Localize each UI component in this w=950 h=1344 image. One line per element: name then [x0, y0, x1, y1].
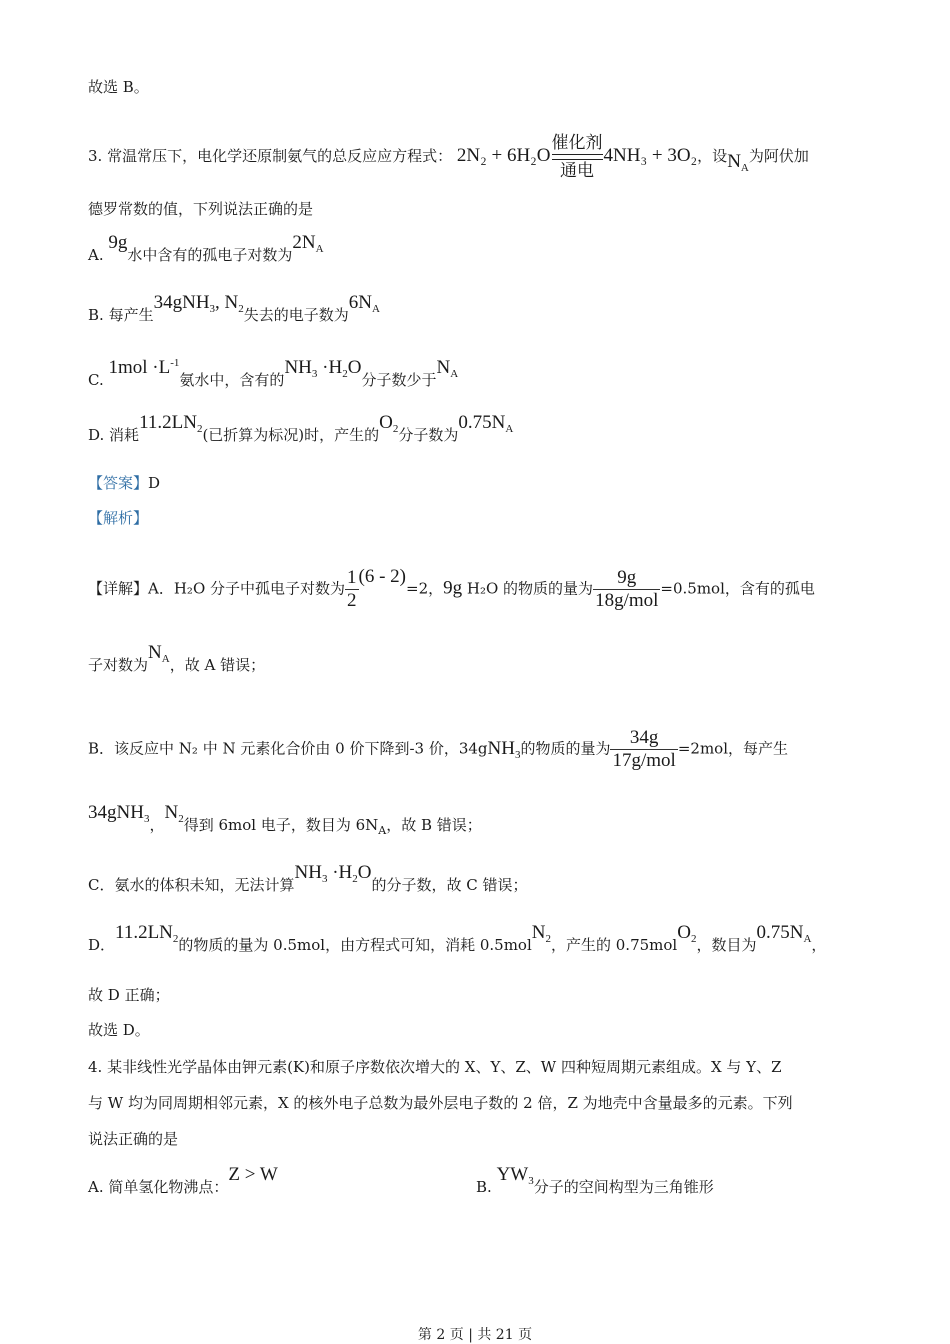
answer-line: [88, 473, 160, 493]
comparison-z-w: Z > W: [228, 1164, 278, 1185]
answer-label: 【答案】: [88, 474, 149, 492]
q3-option-d: D. 消耗$11.2LN_2$(已折算为标况)时，产生的$O_2$分子数为$0.75N_A$: [88, 412, 514, 444]
q4-option-a: A. 简单氢化物沸点：Z > W: [88, 1164, 278, 1196]
q3-option-c: C. $1mol \cdot L^{-1}$氨水中，含有的$NH_3 \cdot H_2O$分子数少于$N_A$: [88, 357, 459, 389]
q3-option-b: B. 每产生34gNH$_3$, $N_2$失去的电子数为$6N_A$: [88, 292, 380, 324]
value-6na: $6N_A$: [348, 292, 380, 315]
q3-option-a: A. 9g水中含有的孤电子对数为$2N_A$: [88, 232, 324, 264]
q3-stem-text-c: 为阿伏加: [748, 147, 809, 165]
fraction-34g-17: $\frac{34g}{\text{17g/mol}}$: [612, 727, 676, 771]
equals-bar: [552, 154, 603, 160]
volume-n2: $11.2LN_2$: [115, 922, 179, 945]
q3-number: 3.: [88, 147, 103, 165]
detail-a-line2: 子对数为$N_A$，故 A 错误；: [88, 642, 266, 674]
q3-stem-line2: 德罗常数的值，下列说法正确的是: [88, 200, 314, 218]
equation-right: 4NH₃ + 3O₂: [603, 145, 698, 166]
reaction-arrow: [552, 133, 603, 181]
formula-yw3: $YW_3$: [496, 1164, 534, 1187]
q4-stem-line1: 4. 某非线性光学晶体由钾元素(K)和原子序数依次增大的 X、Y、Z、W 四种短周期元素组成。X 与 Y、Z: [88, 1058, 782, 1076]
detail-label: 【详解】: [88, 579, 149, 598]
formula-n2: $N_2$: [531, 922, 551, 945]
option-d-text: (已折算为标况)时，产生的: [202, 426, 380, 444]
q3-stem-line1: [88, 133, 809, 181]
q4-stem-line3: 说法正确的是: [88, 1130, 179, 1148]
value-075na: $0.75N_A$: [458, 412, 514, 435]
fraction-one-half: $\frac{1}{2}$: [347, 567, 357, 611]
formula-34gnh3: 34gNH$_3$: [88, 802, 150, 825]
formula-o2: $O_2$: [677, 922, 697, 945]
concentration: $1mol \cdot L^{-1}$: [108, 357, 180, 378]
footer-separator: |: [468, 1327, 473, 1343]
detail-c-line: C．氨水的体积未知，无法计算$NH_3 \cdot H_2O$的分子数，故 C 错误；: [88, 862, 528, 894]
paren-expression: (6 - 2): [358, 565, 406, 587]
na-symbol: $N_A$: [727, 151, 749, 174]
prev-conclusion: 故选 B。: [88, 78, 149, 96]
detail-b-line1: B．该反应中 N₂ 中 N 元素化合价由 0 价下降到-3 价，34gNH$_3$的物质的量为 $\frac{34g}{\text{17g/mol}}$ =2mol，每产生: [88, 727, 788, 771]
q4-stem-line2: 与 W 均为同周期相邻元素，X 的核外电子总数为最外层电子数的 2 倍，Z 为地壳中含量最多的元素。下列: [88, 1094, 793, 1112]
condition-catalyst: 催化剂: [551, 133, 603, 153]
detail-b-line2: 34gNH$_3$，$N_2$得到 6mol 电子，数目为 $6N_A$，故 B 错误；: [88, 802, 482, 837]
q3-stem-text: 常温常压下，电化学还原制氨气的总反应应方程式：: [107, 147, 453, 165]
q4-option-b: B. $YW_3$分子的空间构型为三角锥形: [476, 1164, 714, 1196]
formula-n2: $N_2$: [164, 802, 184, 825]
option-b-text: 失去的电子数为: [243, 306, 349, 324]
q3-stem-text-b: ，设: [697, 147, 728, 165]
answer-value: D: [148, 474, 161, 492]
page-total: 共 21 页: [477, 1327, 533, 1343]
formula-nh3-h2o: $NH_3 \cdot H_2O$: [284, 357, 362, 380]
detail-d-conclusion: 故 D 正确；: [88, 986, 170, 1004]
formula-o2: $O_2$: [379, 412, 399, 435]
page-number: 第 2 页: [417, 1327, 464, 1343]
formula-34gnh3-n2: 34gNH$_3$, $N_2$: [153, 292, 244, 315]
value-2na: $2N_A$: [292, 232, 324, 255]
option-d-text2: 分子数为: [398, 426, 459, 444]
equation-left: 2N₂ + 6H₂O: [456, 145, 551, 166]
analysis-label: 【解析】: [88, 509, 149, 527]
page-footer: [0, 1324, 950, 1344]
option-c-text2: 分子数少于: [361, 371, 437, 389]
fraction-9g-18: $\frac{9g}{\text{18g/mol}}$: [595, 567, 659, 611]
detail-a-line1: 【详解】A．H₂O 分子中孤电子对数为 $\frac{1}{2}$ (6 - 2)=2，9g H₂O 的物质的量为 $\frac{9g}{\text{18g/mol}}$ =0.5mol，含有的孤电: [88, 565, 815, 611]
q3-conclusion: 故选 D。: [88, 1021, 150, 1039]
detail-d-line: D．$11.2LN_2$的物质的量为 0.5mol，由方程式可知，消耗 0.5molN$_2$，产生的 0.75molO$_2$，数目为$0.75N_A$，: [88, 922, 827, 954]
na-symbol: $N_A$: [148, 642, 170, 665]
volume-n2: $11.2LN_2$: [139, 412, 203, 435]
value-na: $N_A$: [436, 357, 459, 380]
option-c-text: 氨水中，含有的: [179, 371, 285, 389]
option-a-text: 水中含有的孤电子对数为: [127, 246, 293, 264]
formula-nh3: $NH_3$: [487, 737, 521, 761]
value-075na: $0.75N_A$: [756, 922, 812, 945]
formula-nh3-h2o: $NH_3 \cdot H_2O$: [294, 862, 372, 885]
condition-electric: 通电: [560, 161, 595, 181]
mass-9g: 9g: [108, 232, 128, 253]
